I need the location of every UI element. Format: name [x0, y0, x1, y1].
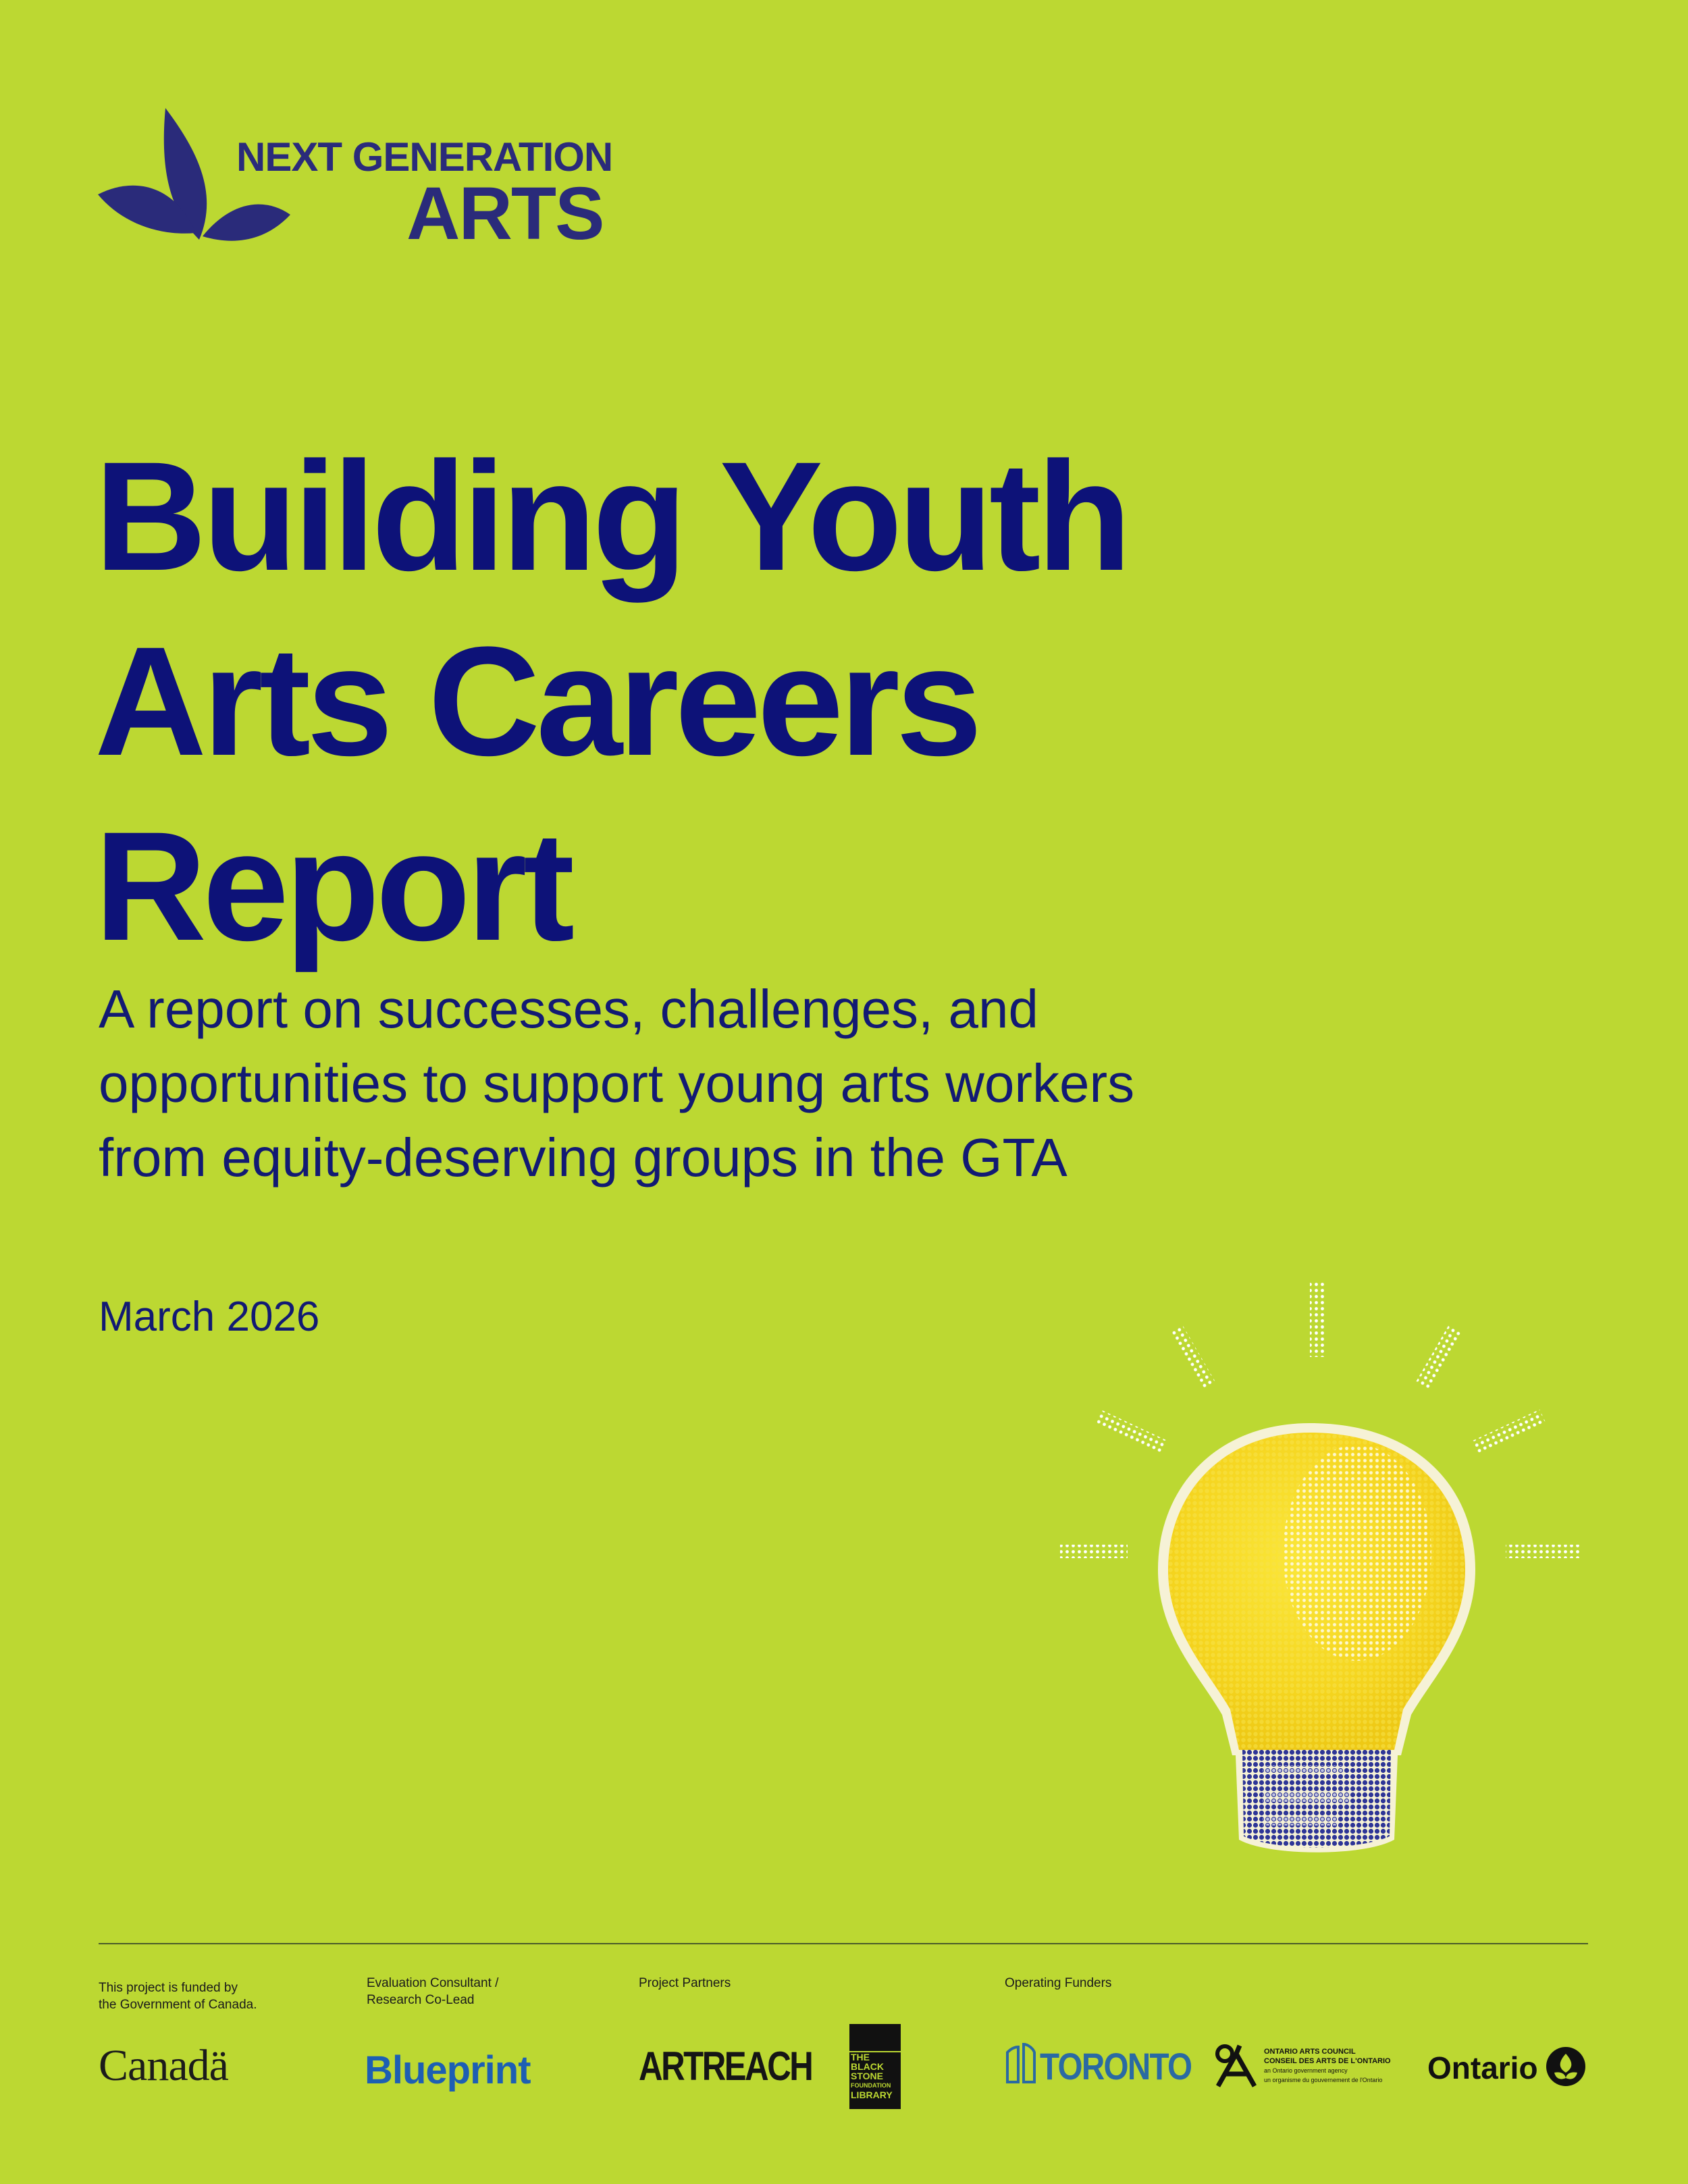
subtitle-line: opportunities to support young arts workers — [99, 1053, 1135, 1113]
project-partners-label: Project Partners — [639, 1976, 731, 1990]
brand-line-2: ARTS — [406, 172, 604, 255]
oac-figure-icon — [1213, 2043, 1260, 2090]
blackstone-library-logo — [849, 2024, 901, 2109]
title-line: Arts Careers — [95, 614, 978, 788]
logo-text-line: THE — [851, 2052, 870, 2062]
oac-line: un organisme du gouvernement de l'Ontario — [1264, 2077, 1383, 2083]
brand-line-1: NEXT GENERATION — [236, 134, 613, 180]
ontario-government-logo — [1427, 2046, 1589, 2093]
city-hall-icon — [1005, 2043, 1037, 2083]
label-line: Evaluation Consultant / — [367, 1976, 499, 1990]
trillium-icon — [1545, 2046, 1587, 2087]
operating-funders-label: Operating Funders — [1005, 1976, 1112, 1990]
label-line: the Government of Canada. — [99, 1998, 257, 2012]
subtitle-line: from equity-deserving groups in the GTA — [99, 1127, 1067, 1188]
funded-by-label — [99, 1979, 257, 2013]
toronto-wordmark: TORONTO — [1040, 2045, 1192, 2087]
canada-wordmark-logo: Canadä — [99, 2041, 228, 2090]
ontario-arts-council-logo — [1213, 2043, 1415, 2090]
logo-text-line: FOUNDATION — [851, 2082, 891, 2089]
report-subtitle — [99, 972, 1516, 1195]
label-line: Research Co-Lead — [367, 1993, 475, 2007]
blueprint-logo: Blueprint — [365, 2048, 531, 2092]
title-line: Building Youth — [95, 429, 1128, 603]
logo-text-line: BLACK — [851, 2061, 884, 2072]
ontario-wordmark: Ontario — [1427, 2050, 1538, 2085]
logo-text-line: LIBRARY — [851, 2089, 893, 2100]
oac-line: CONSEIL DES ARTS DE L'ONTARIO — [1264, 2057, 1391, 2065]
leaf-logo-icon — [95, 101, 297, 263]
report-title — [95, 424, 1344, 979]
artreach-logo: ARTREACH — [639, 2044, 812, 2089]
report-date: March 2026 — [99, 1294, 320, 1340]
next-generation-arts-logo — [95, 101, 621, 263]
oac-line: an Ontario government agency — [1264, 2067, 1348, 2074]
subtitle-line: A report on successes, challenges, and — [99, 979, 1038, 1039]
light-bulb-illustration — [1040, 1269, 1600, 1863]
evaluation-label — [367, 1975, 498, 2008]
oac-line: ONTARIO ARTS COUNCIL — [1264, 2048, 1356, 2056]
label-line: This project is funded by — [99, 1981, 238, 1995]
footer-divider — [99, 1943, 1588, 1944]
title-line: Report — [95, 799, 571, 973]
logo-text-line: STONE — [851, 2071, 883, 2081]
